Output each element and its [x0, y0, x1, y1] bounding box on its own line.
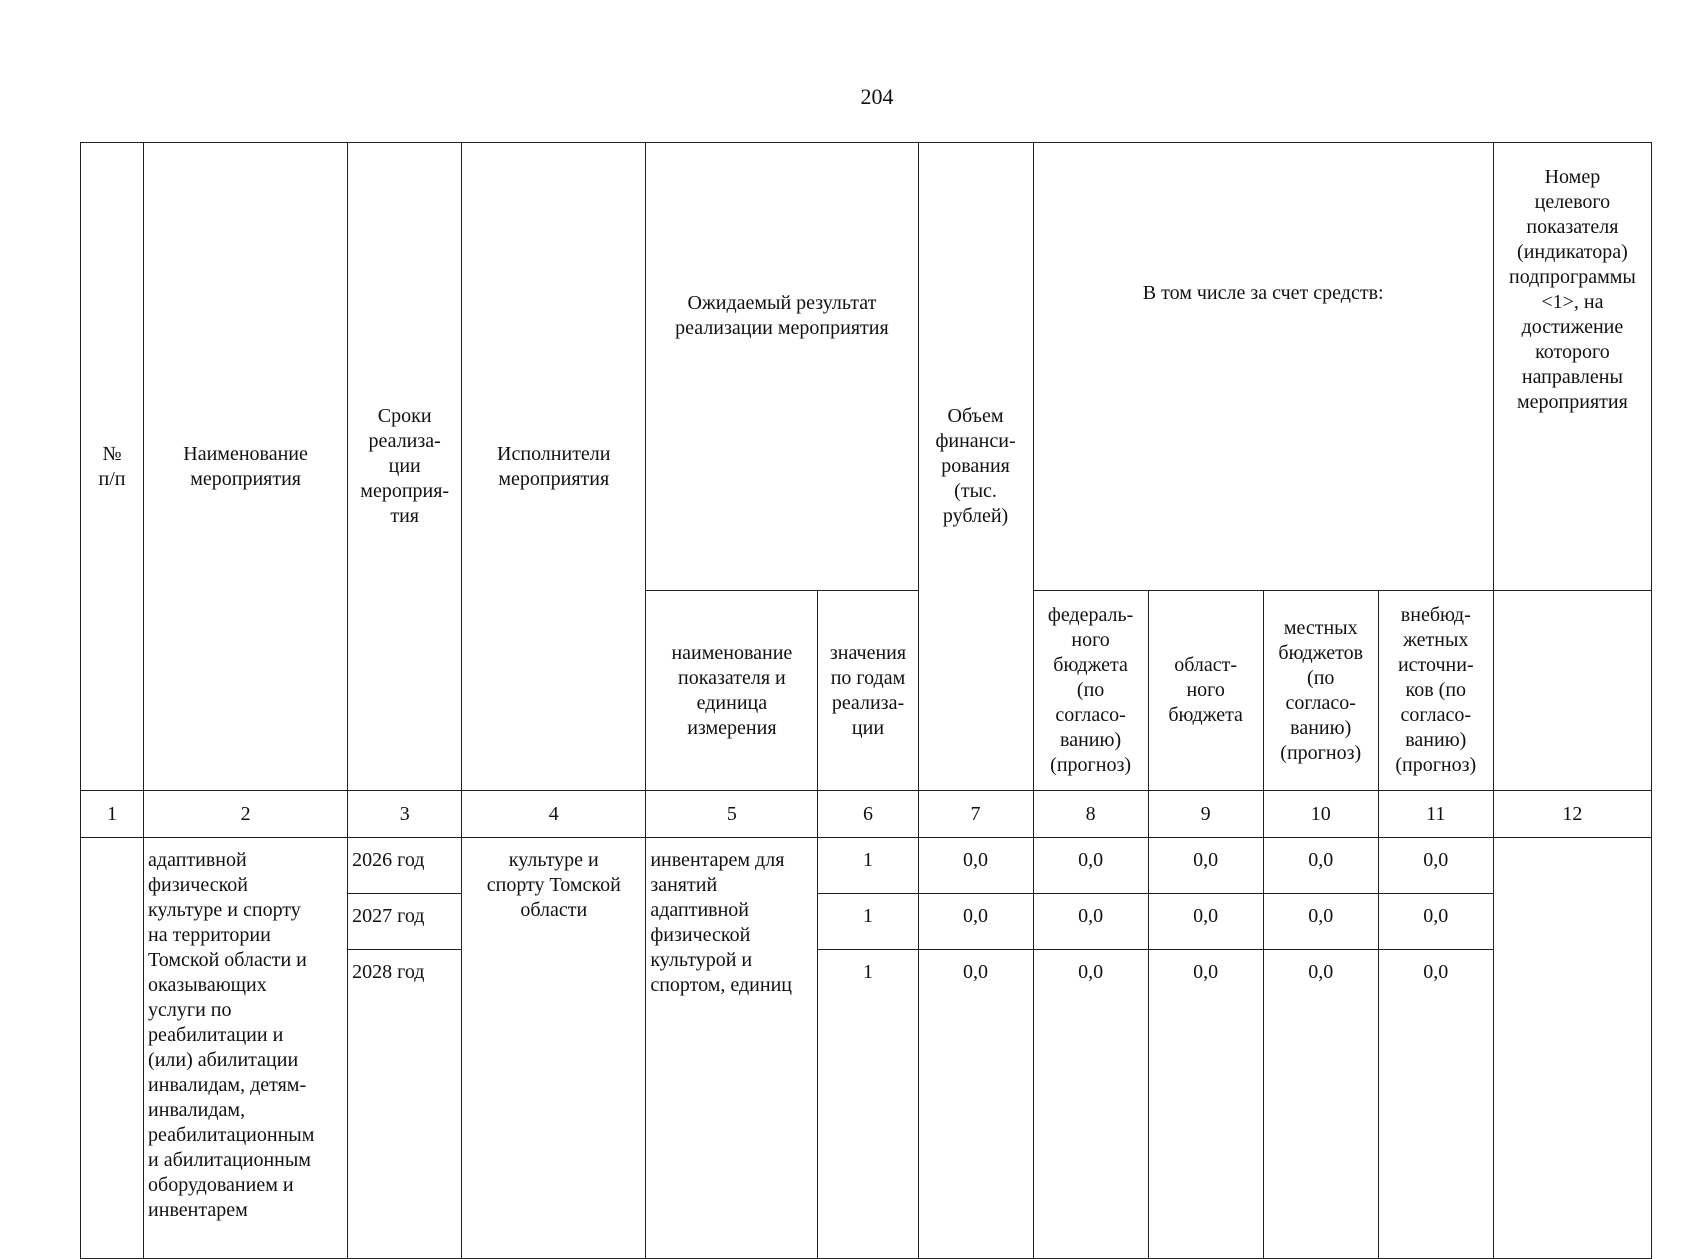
- column-number: 12: [1493, 791, 1651, 838]
- body-value: 1: [818, 950, 918, 1259]
- measures-table: [80, 142, 1652, 1259]
- header-col-values-by-year: значения по годам реализа- ции: [818, 591, 918, 791]
- body-value: 1: [818, 894, 918, 950]
- page-number: 204: [860, 84, 894, 109]
- header-col-regional: област- ного бюджета: [1148, 591, 1263, 791]
- body-target-indicator: [1493, 838, 1651, 1259]
- column-number: 8: [1033, 791, 1148, 838]
- header-col-federal: федераль- ного бюджета (по согласо- ванию) (прогноз): [1033, 591, 1148, 791]
- body-measure-name: адаптивной физической культуре и спорту на территории Томской области и оказывающих услуги по реабилитации и (или) абилитации инвалидам, детям- инвалидам, реабилитационным и абилитационным оборудованием и инвентарем: [144, 838, 348, 1259]
- header-group-including: В том числе за счет средств:: [1033, 143, 1493, 591]
- body-value: 1: [818, 838, 918, 894]
- body-indicator-name: инвентарем для занятий адаптивной физической культурой и спортом, единиц: [646, 838, 818, 1259]
- header-col-target-indicator-empty: [1493, 591, 1651, 791]
- column-number: 1: [81, 791, 144, 838]
- body-executors: культуре и спорту Томской области: [462, 838, 646, 1259]
- column-number: 3: [348, 791, 462, 838]
- column-number: 9: [1148, 791, 1263, 838]
- header-col-number: № п/п: [81, 143, 144, 791]
- column-number: 2: [144, 791, 348, 838]
- body-extrabudgetary: 0,0: [1378, 894, 1493, 950]
- header-col-target-indicator: Номер целевого показателя (индикатора) подпрограммы <1>, на достижение которого направлены мероприятия: [1493, 143, 1651, 591]
- body-extrabudgetary: 0,0: [1378, 950, 1493, 1259]
- column-numbers-row: [81, 791, 1652, 838]
- header-col-indicator-name: наименование показателя и единица измерения: [646, 591, 818, 791]
- body-volume: 0,0: [918, 894, 1033, 950]
- body-volume: 0,0: [918, 838, 1033, 894]
- header-col-financing-volume: Объем финанси- рования (тыс. рублей): [918, 143, 1033, 791]
- column-number: 5: [646, 791, 818, 838]
- body-local: 0,0: [1263, 838, 1378, 894]
- column-number: 11: [1378, 791, 1493, 838]
- body-year: 2026 год: [348, 838, 462, 894]
- header-col-terms: Сроки реализа- ции мероприя- тия: [348, 143, 462, 791]
- body-year: 2027 год: [348, 894, 462, 950]
- body-local: 0,0: [1263, 950, 1378, 1259]
- header-col-name: Наименование мероприятия: [144, 143, 348, 791]
- body-col-number: [81, 838, 144, 1259]
- header-col-local: местных бюджетов (по согласо- ванию) (прогноз): [1263, 591, 1378, 791]
- column-number: 7: [918, 791, 1033, 838]
- column-number: 6: [818, 791, 918, 838]
- header-col-executors: Исполнители мероприятия: [462, 143, 646, 791]
- body-extrabudgetary: 0,0: [1378, 838, 1493, 894]
- column-number: 10: [1263, 791, 1378, 838]
- body-regional: 0,0: [1148, 894, 1263, 950]
- body-federal: 0,0: [1033, 950, 1148, 1259]
- body-federal: 0,0: [1033, 894, 1148, 950]
- header-col-extrabudgetary: внебюд- жетных источни- ков (по согласо- ванию) (прогноз): [1378, 591, 1493, 791]
- table-row: [81, 838, 1652, 894]
- body-regional: 0,0: [1148, 950, 1263, 1259]
- body-volume: 0,0: [918, 950, 1033, 1259]
- body-year: 2028 год: [348, 950, 462, 1259]
- body-local: 0,0: [1263, 894, 1378, 950]
- header-group-expected-result: Ожидаемый результат реализации мероприятия: [646, 143, 918, 591]
- column-number: 4: [462, 791, 646, 838]
- body-federal: 0,0: [1033, 838, 1148, 894]
- body-regional: 0,0: [1148, 838, 1263, 894]
